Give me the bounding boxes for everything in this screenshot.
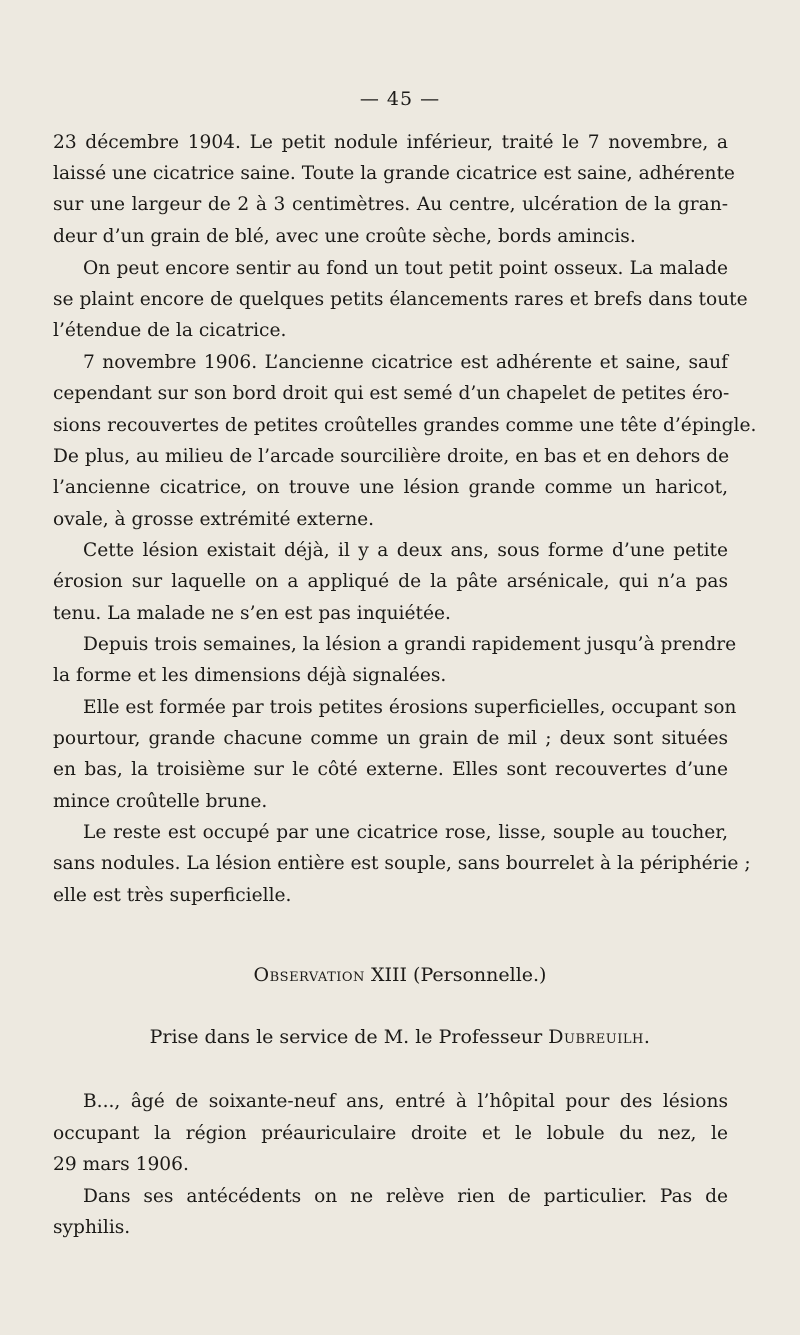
text-line: l’ancienne cicatrice, on trouve une lésion grande comme un haricot, <box>53 477 728 498</box>
observation-subheading <box>0 1026 800 1048</box>
text-line: sions recouvertes de petites croûtelles grandes comme une tête d’épingle. <box>53 415 757 436</box>
text-line: tenu. La malade ne s’en est pas inquiétée. <box>53 603 451 624</box>
text-line: 7 novembre 1906. L’ancienne cicatrice est adhérente et saine, sauf <box>83 352 728 373</box>
text-line: occupant la région préauriculaire droite et le lobule du nez, le <box>53 1123 728 1144</box>
text-line: 23 décembre 1904. Le petit nodule inférieur, traité le 7 novembre, a <box>53 132 728 153</box>
text-line: B..., âgé de soixante-neuf ans, entré à l’hôpital pour des lésions <box>83 1091 728 1112</box>
text-line: Dans ses antécédents on ne relève rien de particulier. Pas de <box>83 1186 728 1207</box>
text-line: sur une largeur de 2 à 3 centimètres. Au centre, ulcération de la gran- <box>53 194 728 215</box>
observation-heading-rest: XIII (Personnelle.) <box>370 964 547 986</box>
text-line: Cette lésion existait déjà, il y a deux ans, sous forme d’une petite <box>83 540 728 561</box>
text-line: syphilis. <box>53 1217 131 1238</box>
professor-name: Dubreuilh. <box>548 1026 651 1048</box>
text-line: On peut encore sentir au fond un tout petit point osseux. La malade <box>83 258 728 279</box>
text-line: Depuis trois semaines, la lésion a grandi rapidement jusqu’à prendre <box>83 634 737 655</box>
text-line: se plaint encore de quelques petits élancements rares et brefs dans toute <box>53 289 748 310</box>
text-line: laissé une cicatrice saine. Toute la grande cicatrice est saine, adhérente <box>53 163 735 184</box>
text-line: érosion sur laquelle on a appliqué de la pâte arsénicale, qui n’a pas <box>53 571 728 592</box>
text-line: Le reste est occupé par une cicatrice rose, lisse, souple au toucher, <box>83 822 728 843</box>
text-line: cependant sur son bord droit qui est semé d’un chapelet de petites éro- <box>53 383 730 404</box>
text-line: De plus, au milieu de l’arcade sourcilière droite, en bas et en dehors de <box>53 446 730 467</box>
text-line: Elle est formée par trois petites érosions superficielles, occupant son <box>83 697 737 718</box>
text-line: en bas, la troisième sur le côté externe. Elles sont recouvertes d’une <box>53 759 728 780</box>
observation-heading-prefix: Observation <box>253 964 365 986</box>
text-line: elle est très superficielle. <box>53 885 292 906</box>
text-line: 29 mars 1906. <box>53 1154 189 1175</box>
observation-heading <box>0 964 800 986</box>
text-line: deur d’un grain de blé, avec une croûte sèche, bords amincis. <box>53 226 636 247</box>
text-line: sans nodules. La lésion entière est souple, sans bourrelet à la périphérie ; <box>53 853 751 874</box>
text-line: mince croûtelle brune. <box>53 791 268 812</box>
page-number: — 45 — <box>359 88 441 110</box>
text-line: pourtour, grande chacune comme un grain de mil ; deux sont situées <box>53 728 728 749</box>
subheading-text: Prise dans le service de M. le Professeur <box>149 1026 543 1048</box>
text-line: ovale, à grosse extrémité externe. <box>53 509 375 530</box>
text-line: l’étendue de la cicatrice. <box>53 320 287 341</box>
text-line: la forme et les dimensions déjà signalées. <box>53 665 447 686</box>
